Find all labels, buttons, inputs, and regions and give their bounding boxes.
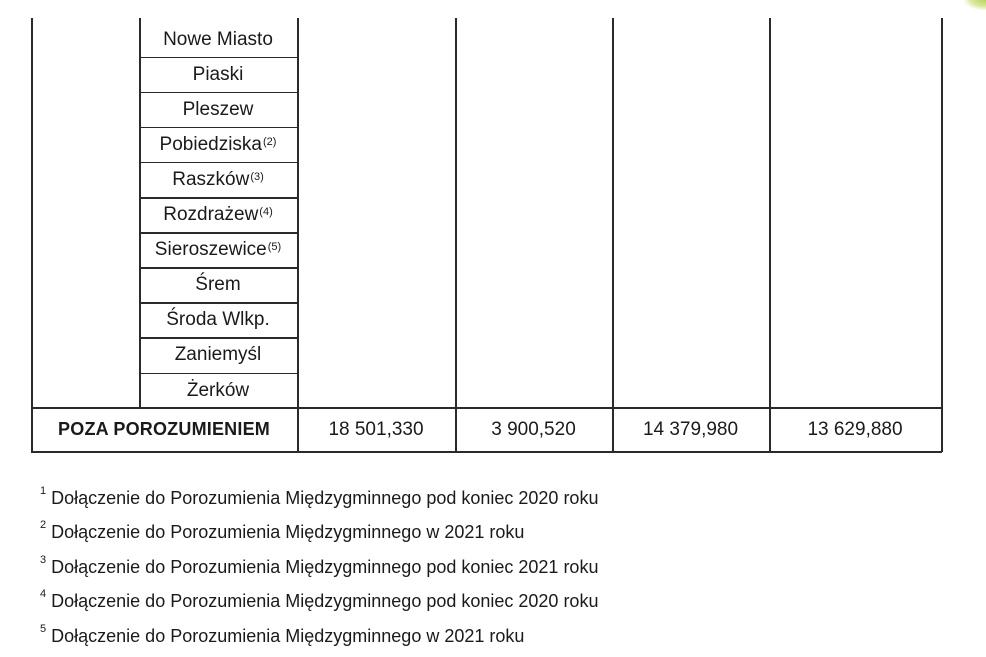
total-value-1: 18 501,330 — [328, 418, 424, 440]
footnote-text: Dołączenie do Porozumienia Międzygminnego pod koniec 2021 roku — [51, 556, 599, 577]
footnote-mark: 4 — [40, 588, 47, 601]
footnote-item — [40, 619, 598, 653]
table-divider-col5 — [769, 18, 771, 452]
page-corner-accent — [964, 0, 986, 10]
municipality-name: Środa Wlkp. — [166, 309, 270, 331]
municipality-name: Nowe Miasto — [163, 28, 273, 50]
total-value-3: 14 379,980 — [642, 418, 739, 440]
municipality-name: Żerków — [186, 379, 250, 401]
footnote-mark: 5 — [40, 622, 47, 635]
footnote-text: Dołączenie do Porozumienia Międzygminnego w 2021 roku — [51, 625, 525, 646]
table-bottom-border — [31, 451, 942, 453]
municipality-cell: Pobiedziska $^{(2)}$ — [159, 133, 277, 155]
total-value-2: 3 900,520 — [491, 418, 576, 440]
municipality-cell — [139, 268, 297, 303]
municipality-name: Piaski — [192, 63, 244, 85]
table-divider-col2 — [297, 18, 299, 452]
municipality-cell — [139, 373, 297, 408]
municipality-name: Śrem — [195, 274, 241, 296]
footnote-mark: 3 — [40, 553, 47, 566]
municipality-cell: Sieroszewice $^{(5)}$ — [154, 239, 282, 261]
footnote-text: Dołączenie do Porozumienia Międzygminnego pod koniec 2020 roku — [51, 488, 599, 508]
municipality-name: Rozdrażew — [163, 204, 259, 226]
municipality-name: Raszków — [172, 168, 250, 190]
table-border-right — [941, 18, 943, 452]
footnote-mark: 1 — [40, 485, 47, 497]
municipality-name: Sieroszewice — [154, 239, 267, 261]
municipality-name: Pobiedziska — [159, 133, 262, 155]
municipality-name: Zaniemyśl — [174, 344, 262, 366]
municipality-cell — [139, 22, 297, 57]
table-divider-col3 — [455, 18, 457, 452]
total-row-label: POZA POROZUMIENIEM — [58, 419, 270, 439]
table-border-left — [31, 18, 33, 452]
municipality-cell — [139, 57, 297, 92]
footnote-mark: 2 — [40, 519, 47, 532]
municipality-cell — [139, 338, 297, 373]
total-value-4: 13 629,880 — [807, 418, 903, 440]
footnotes — [40, 481, 598, 653]
footnote-item — [40, 550, 598, 584]
footnote-text: Dołączenie do Porozumienia Międzygminnego w 2021 roku — [51, 522, 525, 543]
footnote-text: Dołączenie do Porozumienia Międzygminnego pod koniec 2020 roku — [51, 591, 599, 612]
footnote-item — [40, 584, 598, 618]
municipality-cell — [139, 303, 297, 338]
municipality-cell: Raszków $^{(3)}$ — [172, 168, 264, 190]
footnote-item — [40, 481, 598, 515]
footnote-item — [40, 515, 598, 549]
municipality-cell: Rozdrażew $^{(4)}$ — [163, 204, 273, 226]
municipality-name: Pleszew — [182, 98, 254, 120]
municipality-cell — [139, 92, 297, 127]
table-divider-col4 — [612, 18, 614, 452]
